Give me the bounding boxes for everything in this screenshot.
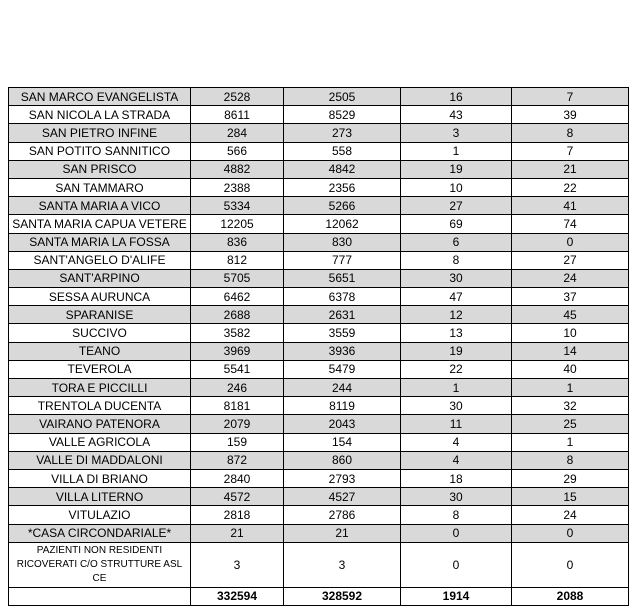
municipality-name-cell: TORA E PICCILLI [9, 379, 191, 397]
value-cell-v4: 40 [512, 360, 629, 378]
value-cell-v4: 22 [512, 178, 629, 196]
value-cell-v1: 3969 [191, 342, 284, 360]
municipality-name-cell: TEANO [9, 342, 191, 360]
table-row [9, 415, 629, 433]
municipality-name-cell: VALLE DI MADDALONI [9, 451, 191, 469]
value-cell-v2: 12062 [284, 215, 401, 233]
municipality-name-cell: VALLE AGRICOLA [9, 433, 191, 451]
value-cell-v1: 3582 [191, 324, 284, 342]
table-row [9, 524, 629, 542]
value-cell-v3: 13 [401, 324, 512, 342]
value-cell-v3: 43 [401, 106, 512, 124]
totals-label [9, 587, 191, 605]
value-cell-v3: 18 [401, 469, 512, 487]
value-cell-v3: 10 [401, 178, 512, 196]
value-cell-v4: 45 [512, 306, 629, 324]
value-cell-v2: 154 [284, 433, 401, 451]
municipality-table [8, 87, 629, 606]
value-cell-v4: 24 [512, 506, 629, 524]
value-cell-v3: 3 [401, 124, 512, 142]
table-row [9, 215, 629, 233]
value-cell-v4: 0 [512, 524, 629, 542]
municipality-name-cell: SUCCIVO [9, 324, 191, 342]
value-cell-v2: 5651 [284, 269, 401, 287]
municipality-name-cell: SESSA AURUNCA [9, 288, 191, 306]
table-row [9, 269, 629, 287]
value-cell-v4: 1 [512, 379, 629, 397]
value-cell-v2: 2793 [284, 469, 401, 487]
totals-v2: 328592 [284, 587, 401, 605]
table-row [9, 251, 629, 269]
value-cell-v2: 4527 [284, 488, 401, 506]
value-cell-v4: 39 [512, 106, 629, 124]
value-cell-v4: 1 [512, 433, 629, 451]
value-cell-v4: 15 [512, 488, 629, 506]
table-row [9, 506, 629, 524]
municipality-name-cell: VITULAZIO [9, 506, 191, 524]
table-body [9, 88, 629, 543]
value-cell-v4: 7 [512, 142, 629, 160]
value-cell-v2: 21 [284, 524, 401, 542]
value-cell-v4: 24 [512, 269, 629, 287]
value-cell-v2: 3936 [284, 342, 401, 360]
value-cell-v4: 21 [512, 160, 629, 178]
value-cell-v3: 30 [401, 269, 512, 287]
value-cell-v2: 8119 [284, 397, 401, 415]
table-row [9, 433, 629, 451]
value-cell-v1: 6462 [191, 288, 284, 306]
value-cell-v3: 0 [401, 524, 512, 542]
value-cell-v2: 5479 [284, 360, 401, 378]
value-cell-v2: 558 [284, 142, 401, 160]
value-cell-v4: 7 [512, 88, 629, 106]
value-cell-v3: 69 [401, 215, 512, 233]
value-cell-v1: 8181 [191, 397, 284, 415]
value-cell-v1: 2388 [191, 178, 284, 196]
municipality-name-cell: VILLA DI BRIANO [9, 469, 191, 487]
value-cell-v3: 4 [401, 433, 512, 451]
value-cell-v2: 6378 [284, 288, 401, 306]
value-cell-v2: 830 [284, 233, 401, 251]
municipality-name-cell: SAN PIETRO INFINE [9, 124, 191, 142]
value-cell-v3: 1 [401, 379, 512, 397]
value-cell-v1: 836 [191, 233, 284, 251]
value-cell-v1: 8611 [191, 106, 284, 124]
table-row [9, 360, 629, 378]
table-row [9, 197, 629, 215]
value-cell-v3: 16 [401, 88, 512, 106]
totals-v1: 332594 [191, 587, 284, 605]
value-cell-v2: 273 [284, 124, 401, 142]
value-cell-v2: 5266 [284, 197, 401, 215]
nonresident-v2: 3 [284, 542, 401, 587]
value-cell-v1: 5334 [191, 197, 284, 215]
value-cell-v1: 284 [191, 124, 284, 142]
table-row [9, 124, 629, 142]
value-cell-v4: 32 [512, 397, 629, 415]
municipality-name-cell: TRENTOLA DUCENTA [9, 397, 191, 415]
municipality-name-cell: TEVEROLA [9, 360, 191, 378]
value-cell-v2: 2786 [284, 506, 401, 524]
value-cell-v1: 5541 [191, 360, 284, 378]
nonresident-v4: 0 [512, 542, 629, 587]
value-cell-v3: 1 [401, 142, 512, 160]
value-cell-v1: 21 [191, 524, 284, 542]
value-cell-v1: 812 [191, 251, 284, 269]
municipality-name-cell: SAN NICOLA LA STRADA [9, 106, 191, 124]
municipality-name-cell: *CASA CIRCONDARIALE* [9, 524, 191, 542]
value-cell-v3: 27 [401, 197, 512, 215]
value-cell-v2: 8529 [284, 106, 401, 124]
municipality-name-cell: SPARANISE [9, 306, 191, 324]
value-cell-v1: 5705 [191, 269, 284, 287]
value-cell-v2: 3559 [284, 324, 401, 342]
municipality-name-cell: SAN MARCO EVANGELISTA [9, 88, 191, 106]
value-cell-v3: 8 [401, 506, 512, 524]
municipality-name-cell: VILLA LITERNO [9, 488, 191, 506]
totals-v3: 1914 [401, 587, 512, 605]
value-cell-v1: 4882 [191, 160, 284, 178]
value-cell-v1: 2688 [191, 306, 284, 324]
table-row [9, 379, 629, 397]
value-cell-v1: 872 [191, 451, 284, 469]
value-cell-v4: 8 [512, 451, 629, 469]
value-cell-v2: 860 [284, 451, 401, 469]
value-cell-v4: 25 [512, 415, 629, 433]
table-row [9, 106, 629, 124]
value-cell-v4: 41 [512, 197, 629, 215]
nonresident-v1: 3 [191, 542, 284, 587]
municipality-name-cell: SANT'ARPINO [9, 269, 191, 287]
value-cell-v4: 74 [512, 215, 629, 233]
table-row [9, 160, 629, 178]
value-cell-v4: 0 [512, 233, 629, 251]
table-row [9, 88, 629, 106]
table-row [9, 324, 629, 342]
value-cell-v4: 29 [512, 469, 629, 487]
value-cell-v1: 12205 [191, 215, 284, 233]
value-cell-v2: 4842 [284, 160, 401, 178]
table-row [9, 488, 629, 506]
table-row [9, 288, 629, 306]
value-cell-v3: 30 [401, 488, 512, 506]
value-cell-v3: 19 [401, 342, 512, 360]
value-cell-v2: 777 [284, 251, 401, 269]
value-cell-v3: 8 [401, 251, 512, 269]
value-cell-v3: 47 [401, 288, 512, 306]
table-row [9, 469, 629, 487]
value-cell-v1: 4572 [191, 488, 284, 506]
value-cell-v3: 11 [401, 415, 512, 433]
table-row [9, 397, 629, 415]
totals-row [9, 587, 629, 605]
value-cell-v3: 4 [401, 451, 512, 469]
value-cell-v3: 6 [401, 233, 512, 251]
value-cell-v4: 10 [512, 324, 629, 342]
table-row [9, 142, 629, 160]
value-cell-v4: 14 [512, 342, 629, 360]
table-row [9, 451, 629, 469]
value-cell-v1: 2840 [191, 469, 284, 487]
value-cell-v3: 30 [401, 397, 512, 415]
municipality-name-cell: SAN TAMMARO [9, 178, 191, 196]
municipality-name-cell: VAIRANO PATENORA [9, 415, 191, 433]
value-cell-v4: 37 [512, 288, 629, 306]
totals-v4: 2088 [512, 587, 629, 605]
value-cell-v2: 2043 [284, 415, 401, 433]
municipality-name-cell: SANTA MARIA LA FOSSA [9, 233, 191, 251]
municipality-name-cell: SANTA MARIA CAPUA VETERE [9, 215, 191, 233]
table-row [9, 233, 629, 251]
value-cell-v1: 2818 [191, 506, 284, 524]
value-cell-v3: 22 [401, 360, 512, 378]
value-cell-v2: 2631 [284, 306, 401, 324]
municipality-name-cell: SANTA MARIA A VICO [9, 197, 191, 215]
value-cell-v2: 2356 [284, 178, 401, 196]
municipality-name-cell: SANT'ANGELO D'ALIFE [9, 251, 191, 269]
value-cell-v1: 2079 [191, 415, 284, 433]
value-cell-v1: 2528 [191, 88, 284, 106]
nonresident-row [9, 542, 629, 587]
table-row [9, 342, 629, 360]
value-cell-v3: 19 [401, 160, 512, 178]
nonresident-name: PAZIENTI NON RESIDENTI RICOVERATI C/O STRUTTURE ASL CE [9, 542, 191, 587]
municipality-name-cell: SAN PRISCO [9, 160, 191, 178]
value-cell-v2: 2505 [284, 88, 401, 106]
value-cell-v4: 27 [512, 251, 629, 269]
table-row [9, 178, 629, 196]
value-cell-v4: 8 [512, 124, 629, 142]
value-cell-v3: 12 [401, 306, 512, 324]
value-cell-v1: 246 [191, 379, 284, 397]
value-cell-v1: 566 [191, 142, 284, 160]
nonresident-v3: 0 [401, 542, 512, 587]
value-cell-v1: 159 [191, 433, 284, 451]
municipality-name-cell: SAN POTITO SANNITICO [9, 142, 191, 160]
table-row [9, 306, 629, 324]
value-cell-v2: 244 [284, 379, 401, 397]
